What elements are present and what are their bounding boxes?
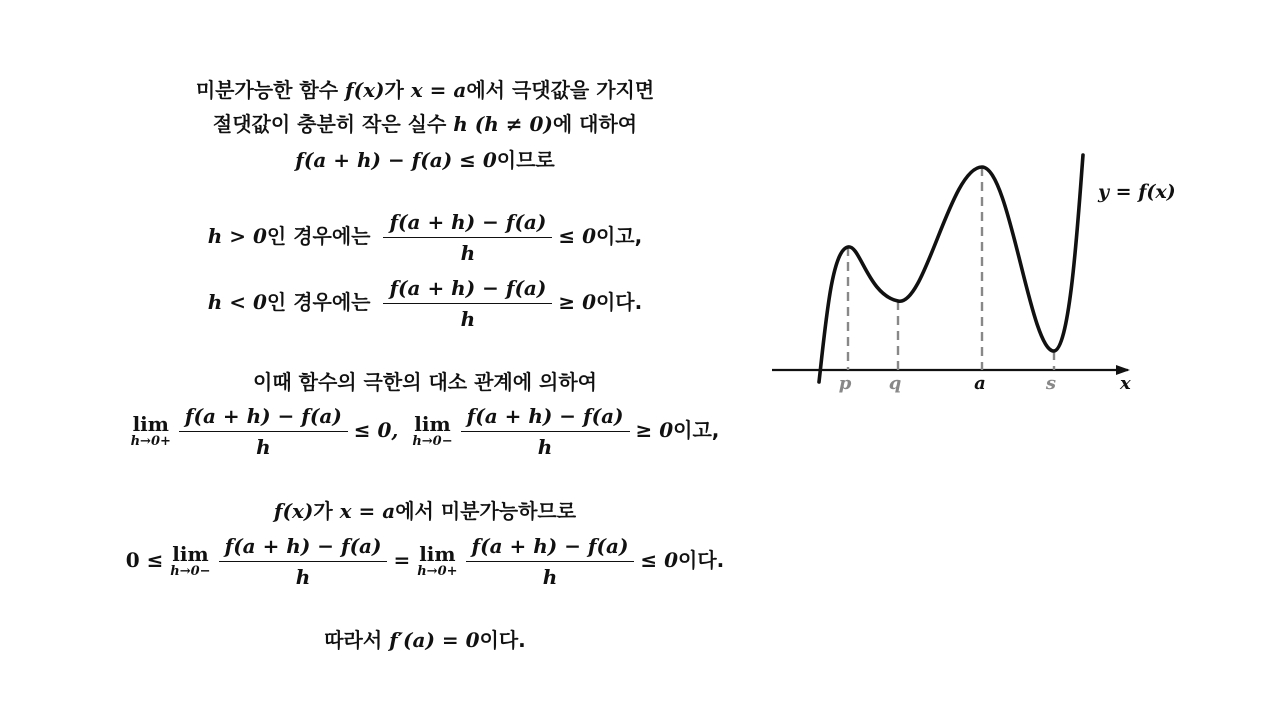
proof-line-2 bbox=[60, 108, 790, 137]
math-relation: ≤ 0, bbox=[353, 418, 399, 442]
limit-right bbox=[417, 544, 457, 579]
point-label-s: s bbox=[1045, 373, 1057, 394]
lim-word: lim bbox=[419, 542, 456, 567]
text: 에서 미분가능하므로 bbox=[395, 499, 577, 523]
proof-line-5 bbox=[60, 276, 790, 331]
difference-quotient bbox=[466, 534, 635, 589]
equals-sign: = bbox=[393, 548, 411, 572]
proof-line-6 bbox=[60, 366, 790, 395]
proof-line-3 bbox=[60, 144, 790, 173]
function-graph bbox=[760, 130, 1200, 410]
text: 인 경우에는 bbox=[266, 290, 371, 314]
proof-line-7 bbox=[60, 404, 790, 459]
limit-left bbox=[170, 544, 210, 579]
math-h-neq-0: (h ≠ 0) bbox=[474, 112, 553, 136]
point-label-a: a bbox=[974, 373, 986, 394]
text: 이고, bbox=[673, 418, 720, 442]
function-curve bbox=[819, 155, 1083, 382]
text: 이때 함수의 극한의 대소 관계에 의하여 bbox=[253, 370, 597, 394]
text: 에서 극댓값을 가지면 bbox=[466, 78, 655, 102]
numerator: f(a + h) − f(a) bbox=[461, 404, 630, 432]
denominator: h bbox=[295, 565, 311, 589]
math-h: h bbox=[453, 112, 468, 136]
text: 이다. bbox=[479, 628, 526, 652]
math-x-eq-a: x = a bbox=[339, 499, 396, 523]
lim-subscript: h→0− bbox=[412, 434, 453, 450]
lim-subscript: h→0+ bbox=[130, 434, 171, 450]
x-axis-label: x bbox=[1120, 373, 1131, 394]
numerator: f(a + h) − f(a) bbox=[466, 534, 635, 562]
denominator: h bbox=[537, 435, 553, 459]
math-relation: ≥ 0 bbox=[558, 290, 596, 314]
proof-line-9 bbox=[60, 534, 790, 589]
text: 이다. bbox=[678, 548, 725, 572]
math-fx: f(x) bbox=[273, 499, 314, 523]
text: 이고, bbox=[595, 224, 643, 248]
math-h-lt-0: h < 0 bbox=[207, 290, 267, 314]
lim-word: lim bbox=[172, 542, 209, 567]
text: 이다. bbox=[595, 290, 643, 314]
point-label-p: p bbox=[838, 373, 852, 394]
text: 이므로 bbox=[496, 148, 555, 172]
math-relation: ≥ 0 bbox=[635, 418, 674, 442]
text: 절댓값이 충분히 작은 실수 bbox=[212, 112, 454, 136]
numerator: f(a + h) − f(a) bbox=[383, 276, 552, 304]
text: 에 대하여 bbox=[552, 112, 638, 136]
difference-quotient bbox=[383, 210, 552, 265]
text: 인 경우에는 bbox=[266, 224, 371, 248]
limit-left bbox=[412, 414, 452, 449]
lim-word: lim bbox=[414, 412, 451, 437]
lim-word: lim bbox=[132, 412, 169, 437]
math-relation: ≤ 0 bbox=[558, 224, 596, 248]
math-relation: ≤ 0 bbox=[640, 548, 679, 572]
difference-quotient bbox=[383, 276, 552, 331]
text: 가 bbox=[313, 499, 340, 523]
denominator: h bbox=[460, 241, 476, 265]
math-fx: f(x) bbox=[345, 78, 385, 102]
math-inequality: f(a + h) − f(a) ≤ 0 bbox=[295, 148, 497, 172]
math-h-gt-0: h > 0 bbox=[207, 224, 267, 248]
proof-line-10 bbox=[60, 624, 790, 653]
difference-quotient bbox=[219, 534, 388, 589]
text: 미분가능한 함수 bbox=[195, 78, 346, 102]
numerator: f(a + h) − f(a) bbox=[383, 210, 552, 238]
proof-line-4 bbox=[60, 210, 790, 265]
proof-line-8 bbox=[60, 495, 790, 524]
proof-line-1 bbox=[60, 74, 790, 103]
difference-quotient bbox=[179, 404, 348, 459]
limit-right bbox=[131, 414, 171, 449]
denominator: h bbox=[256, 435, 271, 459]
difference-quotient bbox=[461, 404, 630, 459]
numerator: f(a + h) − f(a) bbox=[179, 404, 348, 432]
math-relation: 0 ≤ bbox=[125, 548, 164, 572]
numerator: f(a + h) − f(a) bbox=[219, 534, 388, 562]
math-x-eq-a: x = a bbox=[410, 78, 467, 102]
denominator: h bbox=[460, 307, 476, 331]
math-derivative-zero: f′(a) = 0 bbox=[389, 628, 480, 652]
text: 따라서 bbox=[324, 628, 390, 652]
lim-subscript: h→0− bbox=[170, 564, 211, 580]
curve-label: y = f(x) bbox=[1098, 181, 1176, 203]
point-label-q: q bbox=[888, 373, 902, 394]
text: 가 bbox=[384, 78, 411, 102]
lim-subscript: h→0+ bbox=[417, 564, 458, 580]
denominator: h bbox=[542, 565, 558, 589]
